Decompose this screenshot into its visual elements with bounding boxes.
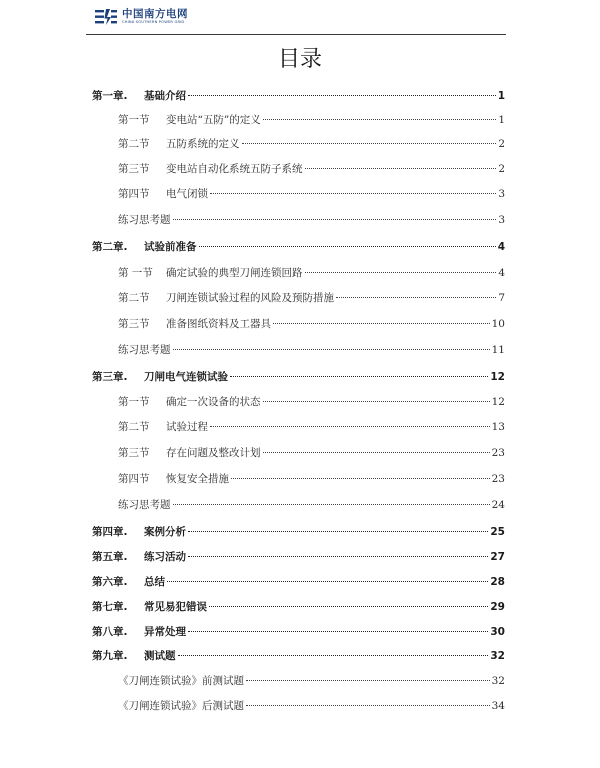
toc-label: 练习思考题 [118, 344, 171, 356]
header-rule [86, 34, 506, 35]
toc-label: 变电站“五防”的定义 [166, 114, 261, 126]
toc-page-number: 13 [491, 421, 505, 433]
toc-label: 异常处理 [144, 626, 186, 638]
toc-label: 试验前准备 [144, 241, 197, 253]
header-logo [95, 6, 188, 28]
toc-label: 《刀闸连锁试验》后测试题 [118, 700, 244, 712]
toc-entry-section[interactable] [118, 394, 505, 409]
toc-label: 存在问题及整改计划 [166, 447, 261, 459]
toc-entry-chapter-9[interactable] [92, 648, 505, 663]
dot-leader [246, 705, 490, 706]
csg-logo-icon [95, 8, 117, 26]
dot-leader [178, 655, 489, 656]
toc-page-number: 30 [490, 626, 505, 638]
toc-page-number: 3 [498, 188, 505, 200]
toc-number: 第五章. [92, 551, 128, 563]
toc-page-number: 27 [490, 551, 505, 563]
toc-entry-exercises[interactable] [118, 212, 505, 227]
dot-leader [231, 478, 490, 479]
dot-leader [199, 246, 496, 247]
toc-label: 试验过程 [166, 421, 208, 433]
dot-leader [210, 426, 490, 427]
toc-number: 第一节 [118, 114, 150, 126]
toc-number: 第四节 [118, 188, 150, 200]
toc-page-number: 2 [498, 138, 505, 150]
toc-entry-chapter-2[interactable] [92, 239, 505, 254]
toc-page-number: 11 [491, 344, 505, 356]
toc-entry-exercises[interactable] [118, 497, 505, 512]
dot-leader [188, 631, 488, 632]
toc-label: 案例分析 [144, 526, 186, 538]
toc-page-number: 12 [491, 396, 505, 408]
toc-number: 第八章. [92, 626, 128, 638]
toc-number: 第四节 [118, 473, 150, 485]
toc-number: 第三节 [118, 163, 150, 175]
brand-name-en: CHINA SOUTHERN POWER GRID [122, 20, 185, 25]
dot-leader [173, 219, 497, 220]
dot-leader [210, 193, 496, 194]
toc-entry-chapter-8[interactable] [92, 624, 505, 639]
toc-label: 恢复安全措施 [166, 473, 229, 485]
dot-leader [173, 349, 490, 350]
toc-number: 第二章. [92, 241, 128, 253]
toc-entry-section[interactable] [118, 471, 505, 486]
toc-label: 刀闸电气连锁试验 [144, 371, 228, 383]
toc-entry-section[interactable] [118, 419, 505, 434]
toc-page-number: 12 [490, 371, 505, 383]
toc-entry-chapter-5[interactable] [92, 549, 505, 564]
toc-entry-exercises[interactable] [118, 342, 505, 357]
toc-number: 第 一节 [118, 267, 153, 279]
toc-number: 第六章. [92, 576, 128, 588]
dot-leader [188, 556, 488, 557]
dot-leader [263, 119, 497, 120]
toc-page-number: 3 [498, 214, 505, 226]
toc-page-number: 28 [490, 576, 505, 588]
toc-label: 测试题 [144, 650, 176, 662]
toc-entry-posttest[interactable] [118, 698, 505, 713]
toc-entry-section[interactable] [118, 290, 505, 305]
toc-entry-section[interactable] [118, 112, 505, 127]
toc-entry-section[interactable] [118, 136, 505, 151]
toc-page-number: 24 [491, 499, 505, 511]
toc-entry-chapter-4[interactable] [92, 524, 505, 539]
toc-page-number: 10 [491, 318, 505, 330]
toc-entry-section[interactable] [118, 265, 505, 280]
toc-entry-section[interactable] [118, 445, 505, 460]
toc-entry-section[interactable] [118, 316, 505, 331]
toc-entry-section[interactable] [118, 161, 505, 176]
toc-label: 变电站自动化系统五防子系统 [166, 163, 303, 175]
toc-label: 基础介绍 [144, 90, 186, 102]
brand-name-cn: 中国南方电网 [122, 7, 188, 20]
toc-label: 准备图纸资料及工器具 [166, 318, 271, 330]
toc-page-number: 1 [497, 90, 505, 102]
toc-label: 常见易犯错误 [144, 601, 207, 613]
dot-leader [230, 376, 488, 377]
dot-leader [305, 168, 497, 169]
toc-page-number: 34 [491, 700, 505, 712]
toc-page-number: 29 [490, 601, 505, 613]
page-title: 目录 [277, 47, 322, 72]
toc-label: 电气闭锁 [166, 188, 208, 200]
toc-entry-chapter-7[interactable] [92, 599, 505, 614]
dot-leader [263, 452, 490, 453]
toc-label: 练习思考题 [118, 214, 171, 226]
toc-number: 第三章. [92, 371, 128, 383]
toc-number: 第三节 [118, 318, 150, 330]
toc-number: 第九章. [92, 650, 128, 662]
dot-leader [209, 606, 488, 607]
toc-number: 第一章. [92, 90, 128, 102]
dot-leader [263, 401, 490, 402]
toc-page-number: 2 [498, 163, 505, 175]
toc-label: 《刀闸连锁试验》前测试题 [118, 675, 244, 687]
toc-label: 练习活动 [144, 551, 186, 563]
toc-number: 第七章. [92, 601, 128, 613]
dot-leader [242, 143, 497, 144]
toc-page-number: 4 [498, 267, 505, 279]
dot-leader [188, 531, 488, 532]
toc-page-number: 1 [498, 114, 505, 126]
toc-entry-section[interactable] [118, 186, 505, 201]
toc-entry-chapter-6[interactable] [92, 574, 505, 589]
toc-label: 确定试验的典型刀闸连锁回路 [166, 267, 303, 279]
toc-label: 刀闸连锁试验过程的风险及预防措施 [166, 292, 334, 304]
toc-number: 第二节 [118, 138, 150, 150]
toc-page-number: 25 [490, 526, 505, 538]
toc-page-number: 7 [498, 292, 505, 304]
toc-number: 第三节 [118, 447, 150, 459]
toc-number: 第四章. [92, 526, 128, 538]
toc-label: 确定一次设备的状态 [166, 396, 261, 408]
dot-leader [273, 323, 490, 324]
toc-number: 第二节 [118, 292, 150, 304]
dot-leader [167, 581, 488, 582]
toc-page-number: 32 [491, 675, 505, 687]
dot-leader [173, 504, 490, 505]
dot-leader [305, 272, 497, 273]
toc-label: 五防系统的定义 [166, 138, 240, 150]
toc-entry-chapter-3[interactable] [92, 369, 505, 384]
toc-page-number: 4 [497, 241, 505, 253]
toc-number: 第二节 [118, 421, 150, 433]
dot-leader [336, 297, 496, 298]
toc-label: 练习思考题 [118, 499, 171, 511]
toc-page-number: 23 [491, 447, 505, 459]
toc-entry-chapter-1[interactable] [92, 88, 505, 103]
dot-leader [188, 95, 496, 96]
toc-label: 总结 [144, 576, 165, 588]
toc-page-number: 23 [491, 473, 505, 485]
toc-number: 第一节 [118, 396, 150, 408]
dot-leader [246, 680, 490, 681]
toc-page-number: 32 [490, 650, 505, 662]
toc-entry-pretest[interactable] [118, 673, 505, 688]
